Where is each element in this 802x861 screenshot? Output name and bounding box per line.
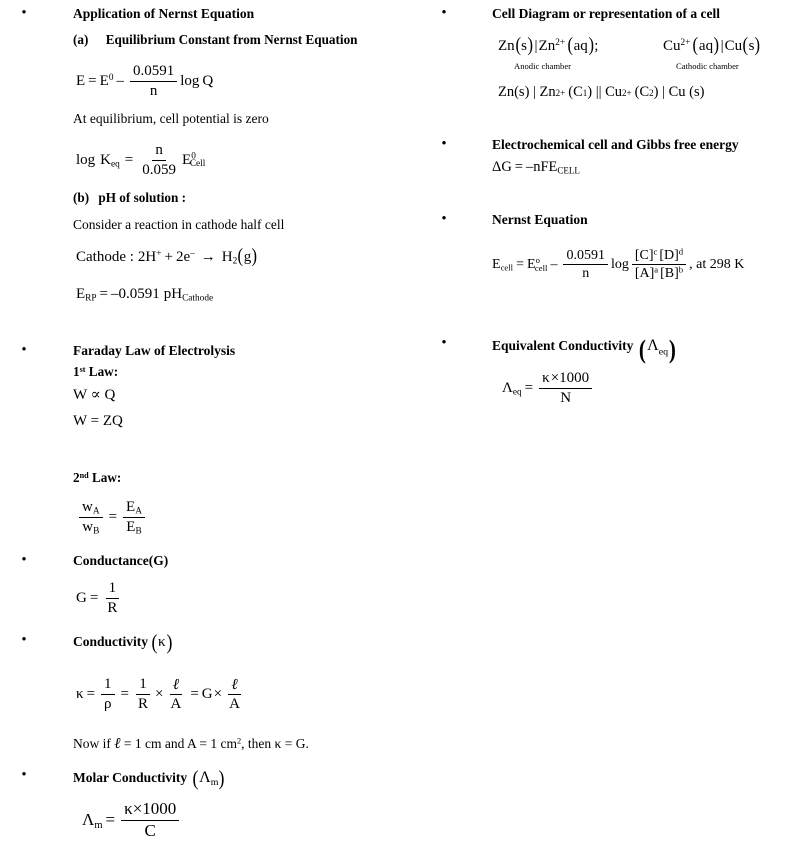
- math-sub: B: [93, 526, 100, 537]
- symbol-lambda-m: [199, 769, 218, 786]
- paren-close: ): [218, 765, 225, 790]
- formula-conductance-row: [0, 580, 420, 616]
- heading-conductance: Conductance(G): [73, 553, 169, 568]
- math-sub: cell: [500, 262, 514, 273]
- fraction: [139, 142, 179, 178]
- bullet-icon: •: [441, 136, 447, 152]
- cell-diagram-line-2-row: [420, 83, 802, 101]
- paren-open: (: [237, 246, 244, 268]
- cell-diagram-line-1: [498, 35, 802, 71]
- math-token: [663, 38, 690, 55]
- first-law-relation-row: [0, 386, 420, 406]
- section-nernst-equation: [420, 212, 802, 229]
- math-token: E: [99, 72, 109, 89]
- fraction-denominator: N: [560, 389, 572, 406]
- formula-conductivity: [76, 676, 420, 712]
- fraction: [101, 676, 115, 712]
- paren-open: (: [151, 629, 158, 654]
- math-token: =: [516, 257, 524, 273]
- cell-diagram-line-2: Zn(s) | Zn 2+ (C 1 ) || Cu 2+ (C 2 ) | Cu (s): [498, 84, 705, 100]
- math-token: [100, 73, 114, 90]
- fraction-denominator: [123, 518, 144, 536]
- note-conductivity-row: [0, 734, 420, 753]
- math-token: log: [180, 72, 200, 89]
- fraction-denominator: [79, 518, 102, 536]
- math-token: w: [82, 518, 94, 535]
- math-sub: eq: [658, 346, 669, 358]
- fraction-numerator: [632, 248, 686, 265]
- math-token: [76, 286, 97, 303]
- fraction-denominator: R: [107, 599, 118, 616]
- paren-close: ): [527, 35, 534, 57]
- math-token: log: [610, 257, 629, 273]
- arrow-icon: →: [200, 249, 216, 265]
- formula-log-keq: [76, 142, 420, 178]
- math-token: E: [492, 257, 501, 273]
- math-token: [502, 380, 522, 397]
- math-sub: CELL: [557, 165, 580, 176]
- math-token: =: [524, 379, 534, 396]
- symbol-length: ℓ: [114, 734, 121, 752]
- math-sup: c: [653, 246, 658, 257]
- math-sup: d: [678, 246, 684, 257]
- subsection-b: [73, 190, 420, 207]
- math-token: s: [521, 38, 528, 54]
- bullet-icon: •: [441, 211, 447, 227]
- heading-equivalent-conductivity-text: Equivalent Conductivity: [492, 338, 634, 353]
- paren-close: ): [713, 35, 720, 57]
- fraction: [135, 676, 151, 712]
- math-sup: st: [79, 364, 86, 374]
- math-token: [182, 152, 205, 169]
- formula-conductance: [76, 580, 420, 616]
- bullet-icon: •: [21, 632, 27, 648]
- formula-erp-row: [0, 285, 420, 303]
- bullet-icon: •: [21, 342, 27, 358]
- heading-equivalent-conductivity: [492, 334, 802, 364]
- symbol-lambda-eq: [647, 337, 669, 358]
- symbol-kappa: κ: [157, 634, 166, 650]
- formula-equivalent-conductivity: [502, 370, 802, 406]
- math-token: =: [86, 685, 96, 702]
- formula-molar-conductivity: [82, 800, 420, 840]
- paren-open: (: [639, 334, 647, 364]
- subsection-a-label-row: [0, 32, 420, 49]
- math-token: =: [124, 151, 134, 168]
- math-token: 2: [137, 249, 146, 265]
- math-token: ) | Cu (s): [653, 84, 705, 100]
- note-token: = 1 cm and A = 1 cm: [123, 736, 237, 751]
- fraction-numerator: n: [152, 142, 166, 161]
- math-token: [B]: [660, 266, 679, 282]
- math-sup: a: [654, 264, 659, 275]
- formula-erp: [76, 285, 420, 303]
- math-token: 2: [73, 470, 80, 485]
- math-token: E: [527, 257, 536, 273]
- math-token: E: [126, 518, 136, 535]
- fraction-denominator: A: [229, 695, 240, 712]
- math-token: ×: [132, 799, 143, 818]
- anodic-half-cell: [498, 35, 599, 57]
- math-token: 2: [175, 249, 184, 265]
- math-token: [D]: [659, 248, 679, 263]
- math-token: ×: [213, 685, 223, 702]
- fraction: [121, 800, 179, 840]
- math-token: [82, 811, 103, 830]
- note-equilibrium: At equilibrium, cell potential is zero: [73, 111, 269, 126]
- math-token: =: [88, 72, 97, 89]
- paren-open: (: [567, 35, 574, 57]
- fraction-denominator: R: [138, 695, 149, 712]
- bullet-icon: •: [441, 5, 447, 21]
- formula-conductivity-row: [0, 676, 420, 712]
- math-token: [164, 286, 213, 303]
- math-sup: –: [190, 249, 195, 260]
- heading-faraday-law: Faraday Law of Electrolysis: [73, 343, 236, 358]
- math-token: Λ: [199, 769, 211, 786]
- math-token: Λ: [502, 379, 513, 396]
- math-token: Cu: [663, 38, 681, 54]
- math-token: K: [100, 151, 112, 168]
- math-token: +: [164, 249, 173, 265]
- math-sub: A: [135, 506, 142, 517]
- math-token: [C]: [634, 248, 654, 263]
- caption-anodic-chamber: Anodic chamber: [514, 61, 572, 71]
- paren-open: (: [192, 765, 199, 790]
- heading-molar-conductivity: [73, 765, 420, 790]
- math-token: [183, 249, 194, 266]
- subsection-a: [73, 32, 420, 49]
- section-cell-diagram: [420, 6, 802, 23]
- fraction-denominator: [632, 265, 686, 281]
- heading-application-of-nernst-equation: Application of Nernst Equation: [73, 6, 255, 21]
- fraction-reaction-quotient: [632, 248, 686, 282]
- math-token: , at 298 K: [689, 257, 745, 273]
- math-token: Law:: [88, 364, 119, 379]
- fraction-numerator: 0.0591: [130, 63, 177, 82]
- caption-cathodic-chamber: Cathodic chamber: [676, 61, 739, 71]
- fraction-numerator: 0.0591: [563, 248, 608, 265]
- cell-diagram-line-1-row: [420, 35, 802, 71]
- fraction-denominator: n: [149, 82, 158, 99]
- math-token: Q: [202, 72, 214, 89]
- math-token: κ: [124, 799, 133, 818]
- note-sup: 2: [236, 736, 242, 746]
- paren-open: (: [692, 35, 699, 57]
- math-sub: A: [92, 506, 100, 517]
- math-token: (C: [568, 84, 583, 100]
- fraction-numerator: [79, 499, 103, 518]
- fraction: [563, 248, 608, 282]
- math-sub: m: [210, 776, 219, 788]
- first-law-equation: W = ZQ: [73, 413, 123, 429]
- math-token: |: [720, 38, 724, 54]
- formula-gibbs-row: [420, 158, 802, 176]
- math-sub: eq: [111, 159, 120, 170]
- heading-molar-conductivity-text: Molar Conductivity: [73, 770, 188, 785]
- second-law-label-row: [0, 470, 420, 487]
- fraction: [79, 499, 103, 535]
- paren-close: ): [251, 246, 258, 268]
- heading-conductivity: [73, 629, 420, 654]
- math-token: =: [120, 685, 129, 702]
- fraction-denominator: ρ: [104, 695, 112, 712]
- fraction-numerator: ℓ: [228, 676, 240, 695]
- math-token: G: [201, 685, 213, 702]
- math-token: pH: [163, 286, 183, 302]
- math-sub: 2: [232, 256, 238, 267]
- formula-nernst-row: [420, 248, 802, 282]
- math-token: E: [76, 286, 86, 302]
- fraction: [167, 676, 184, 712]
- math-token: E: [126, 499, 136, 515]
- formula-equivalent-conductivity-row: [420, 370, 802, 406]
- section-equivalent-conductivity: [420, 334, 802, 364]
- subsection-b-label-row: [0, 190, 420, 207]
- math-sub: Cell: [189, 159, 206, 170]
- heading-gibbs: Electrochemical cell and Gibbs free energy: [492, 137, 739, 152]
- math-token: s: [748, 38, 755, 54]
- math-token: [100, 152, 120, 169]
- math-token: ) || Cu: [587, 84, 623, 100]
- section-faraday-law: [0, 343, 420, 360]
- section-conductance: [0, 553, 420, 570]
- section-application-of-nernst-equation: [0, 6, 420, 23]
- fraction-numerator: [539, 370, 592, 389]
- math-token: κ: [76, 685, 84, 702]
- section-gibbs: [420, 137, 802, 154]
- math-token: –0.0591: [111, 286, 160, 302]
- fraction: [539, 370, 592, 406]
- paren-close: ): [754, 35, 761, 57]
- first-law-equation-row: [0, 412, 420, 432]
- fraction: [130, 63, 177, 99]
- formula-log-keq-row: [0, 142, 420, 178]
- note-cathode-half-cell-row: [0, 216, 420, 234]
- math-sub: eq: [512, 387, 522, 398]
- math-token: log: [76, 151, 96, 168]
- math-token: e: [183, 249, 191, 265]
- math-token: Zn(s) | Zn: [498, 84, 556, 100]
- paren-open: (: [742, 35, 749, 57]
- math-token: =: [190, 685, 199, 702]
- bullet-icon: •: [21, 767, 27, 783]
- note-conductivity: [73, 734, 420, 753]
- fraction-numerator: 1: [101, 676, 115, 695]
- math-token: E: [76, 72, 86, 89]
- math-token: =: [108, 508, 118, 525]
- math-token: aq: [698, 38, 714, 54]
- heading-cell-diagram: Cell Diagram or representation of a cell: [492, 6, 720, 21]
- fraction-denominator: A: [170, 695, 182, 712]
- second-law-formula: [76, 498, 420, 535]
- bullet-icon: •: [21, 5, 27, 21]
- math-token: H: [145, 249, 157, 265]
- fraction-denominator: 0.059: [142, 161, 177, 178]
- paren-close: ): [166, 629, 172, 654]
- bullet-icon: •: [21, 552, 27, 568]
- first-law-relation: W ∝ Q: [73, 387, 116, 403]
- math-token: Λ: [82, 809, 95, 829]
- math-token: Zn: [498, 38, 515, 54]
- second-law-label: [73, 470, 420, 487]
- math-sup: b: [678, 264, 684, 275]
- first-law-label-row: [0, 364, 420, 381]
- math-token: =: [514, 159, 523, 175]
- fraction-denominator: C: [144, 820, 156, 840]
- math-sup: nd: [79, 470, 89, 480]
- heading-conductivity-text: Conductivity: [73, 634, 149, 649]
- math-sup: o: [535, 255, 540, 266]
- note-equilibrium-row: [0, 110, 420, 128]
- math-token: ΔG: [492, 159, 512, 175]
- math-sub: RP: [85, 293, 97, 304]
- math-token: 1: [73, 364, 80, 379]
- math-token: [A]: [634, 266, 655, 282]
- math-token: ×: [155, 685, 164, 702]
- math-sub: m: [94, 819, 103, 831]
- math-token: –: [550, 257, 558, 273]
- math-sub: Cathode: [182, 293, 214, 304]
- math-token: G: [76, 589, 87, 606]
- formula-nernst: [492, 248, 802, 282]
- fraction-numerator: ℓ: [170, 676, 182, 695]
- math-token: Law:: [91, 470, 122, 485]
- math-token: [526, 160, 580, 176]
- reaction-cathode: [76, 248, 420, 266]
- fraction: [104, 580, 120, 616]
- math-token: =: [99, 286, 109, 302]
- section-molar-conductivity: [0, 765, 420, 790]
- math-sub: cell: [534, 262, 548, 273]
- math-token: g: [243, 249, 252, 265]
- fraction: [123, 499, 145, 535]
- math-token: |: [534, 38, 538, 54]
- math-token: –nFE: [525, 159, 558, 175]
- fraction-numerator: [121, 800, 179, 821]
- bullet-icon: •: [441, 335, 447, 351]
- first-law-label: [73, 364, 420, 381]
- math-sub: B: [135, 526, 142, 537]
- math-token: Cu: [724, 38, 743, 54]
- paren-close: ): [588, 35, 594, 57]
- note-token: , then κ = G.: [241, 736, 309, 751]
- math-token: ×: [550, 370, 560, 386]
- math-token: w: [82, 499, 93, 515]
- section-conductivity: [0, 629, 420, 654]
- fraction: [226, 676, 243, 712]
- math-token: [492, 257, 513, 272]
- math-token: H: [221, 249, 233, 265]
- math-sup: 0: [108, 72, 114, 83]
- note-cathode-half-cell: Consider a reaction in cathode half cell: [73, 217, 285, 232]
- formula-nernst-general-row: [0, 63, 420, 99]
- math-token: Zn: [538, 38, 556, 54]
- math-token: [222, 249, 238, 266]
- math-token: (C: [634, 84, 650, 100]
- math-token: aq: [573, 38, 588, 54]
- math-token: 1000: [142, 799, 177, 818]
- fraction-numerator: 1: [136, 676, 150, 695]
- math-sup: 2+: [555, 38, 566, 49]
- math-token: ;: [594, 38, 599, 54]
- subsection-b-title: pH of solution :: [98, 190, 186, 205]
- math-token: Λ: [647, 337, 659, 354]
- math-sup: 0: [191, 151, 196, 162]
- formula-gibbs: [492, 158, 802, 176]
- fraction-numerator: 1: [106, 580, 120, 599]
- math-token: =: [105, 809, 116, 829]
- heading-nernst-equation: Nernst Equation: [492, 212, 588, 227]
- subsection-b-marker: (b): [73, 190, 90, 205]
- math-token: κ: [542, 370, 550, 386]
- second-law-formula-row: [0, 498, 420, 535]
- paren-close: ): [669, 334, 677, 364]
- fraction-numerator: [123, 499, 145, 518]
- math-token: [145, 249, 161, 266]
- formula-molar-conductivity-row: [0, 800, 420, 840]
- paren-open: (: [515, 35, 521, 57]
- subsection-a-title: Equilibrium Constant from Nernst Equation: [105, 32, 358, 47]
- math-sup: +: [156, 249, 162, 260]
- math-token: [539, 38, 566, 55]
- cathodic-half-cell: [663, 35, 761, 57]
- reaction-cathode-row: [0, 248, 420, 266]
- note-token: Now if: [73, 736, 111, 751]
- math-token: E: [182, 151, 192, 168]
- math-token: Cathode :: [76, 249, 134, 265]
- fraction-denominator: n: [582, 266, 590, 282]
- formula-nernst-general: [76, 63, 420, 99]
- math-sup: 2+: [680, 38, 691, 49]
- math-token: –: [116, 72, 124, 89]
- math-token: [527, 257, 547, 272]
- subsection-a-marker: (a): [73, 32, 89, 47]
- math-token: =: [89, 589, 99, 606]
- math-token: 1000: [559, 370, 590, 386]
